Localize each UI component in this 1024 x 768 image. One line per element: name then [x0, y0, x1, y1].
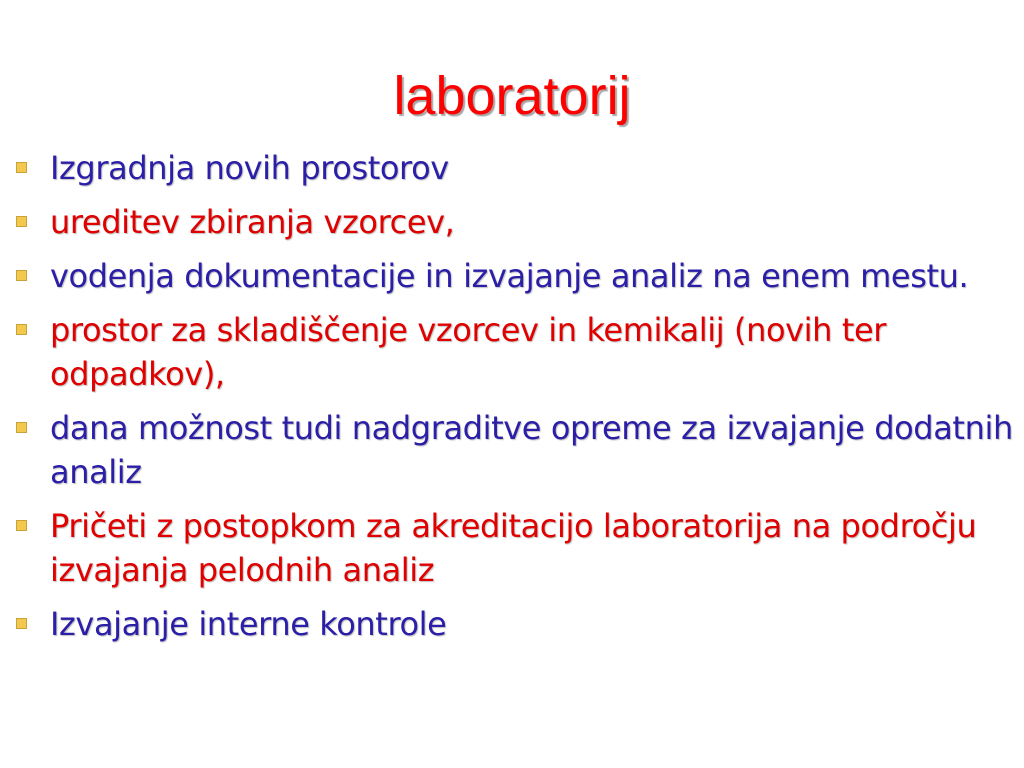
square-bullet-icon: [16, 216, 27, 227]
square-bullet-icon: [16, 422, 27, 433]
bullet-item: [14, 254, 1014, 298]
bullet-text: ureditev zbiranja vzorcev,: [50, 203, 455, 241]
bullet-item: [14, 504, 1014, 592]
bullet-item: [14, 308, 1014, 396]
bullet-item: [14, 406, 1014, 494]
bullet-item: [14, 146, 1014, 190]
bullet-text: Izvajanje interne kontrole: [50, 605, 447, 643]
square-bullet-icon: [16, 162, 27, 173]
bullet-text: prostor za skladiščenje vzorcev in kemikalij (novih ter odpadkov),: [50, 311, 887, 393]
square-bullet-icon: [16, 618, 27, 629]
bullet-item: [14, 602, 1014, 646]
bullet-text: vodenja dokumentacije in izvajanje analiz na enem mestu.: [50, 257, 969, 295]
bullet-text: dana možnost tudi nadgraditve opreme za izvajanje dodatnih analiz: [50, 409, 1013, 491]
bullet-item: [14, 200, 1014, 244]
bullet-text: Pričeti z postopkom za akreditacijo laboratorija na področju izvajanja pelodnih analiz: [50, 507, 977, 589]
square-bullet-icon: [16, 520, 27, 531]
square-bullet-icon: [16, 324, 27, 335]
square-bullet-icon: [16, 270, 27, 281]
slide-title: laboratorij: [393, 66, 631, 126]
bullet-text: Izgradnja novih prostorov: [50, 149, 449, 187]
bullet-list: [14, 146, 1014, 656]
